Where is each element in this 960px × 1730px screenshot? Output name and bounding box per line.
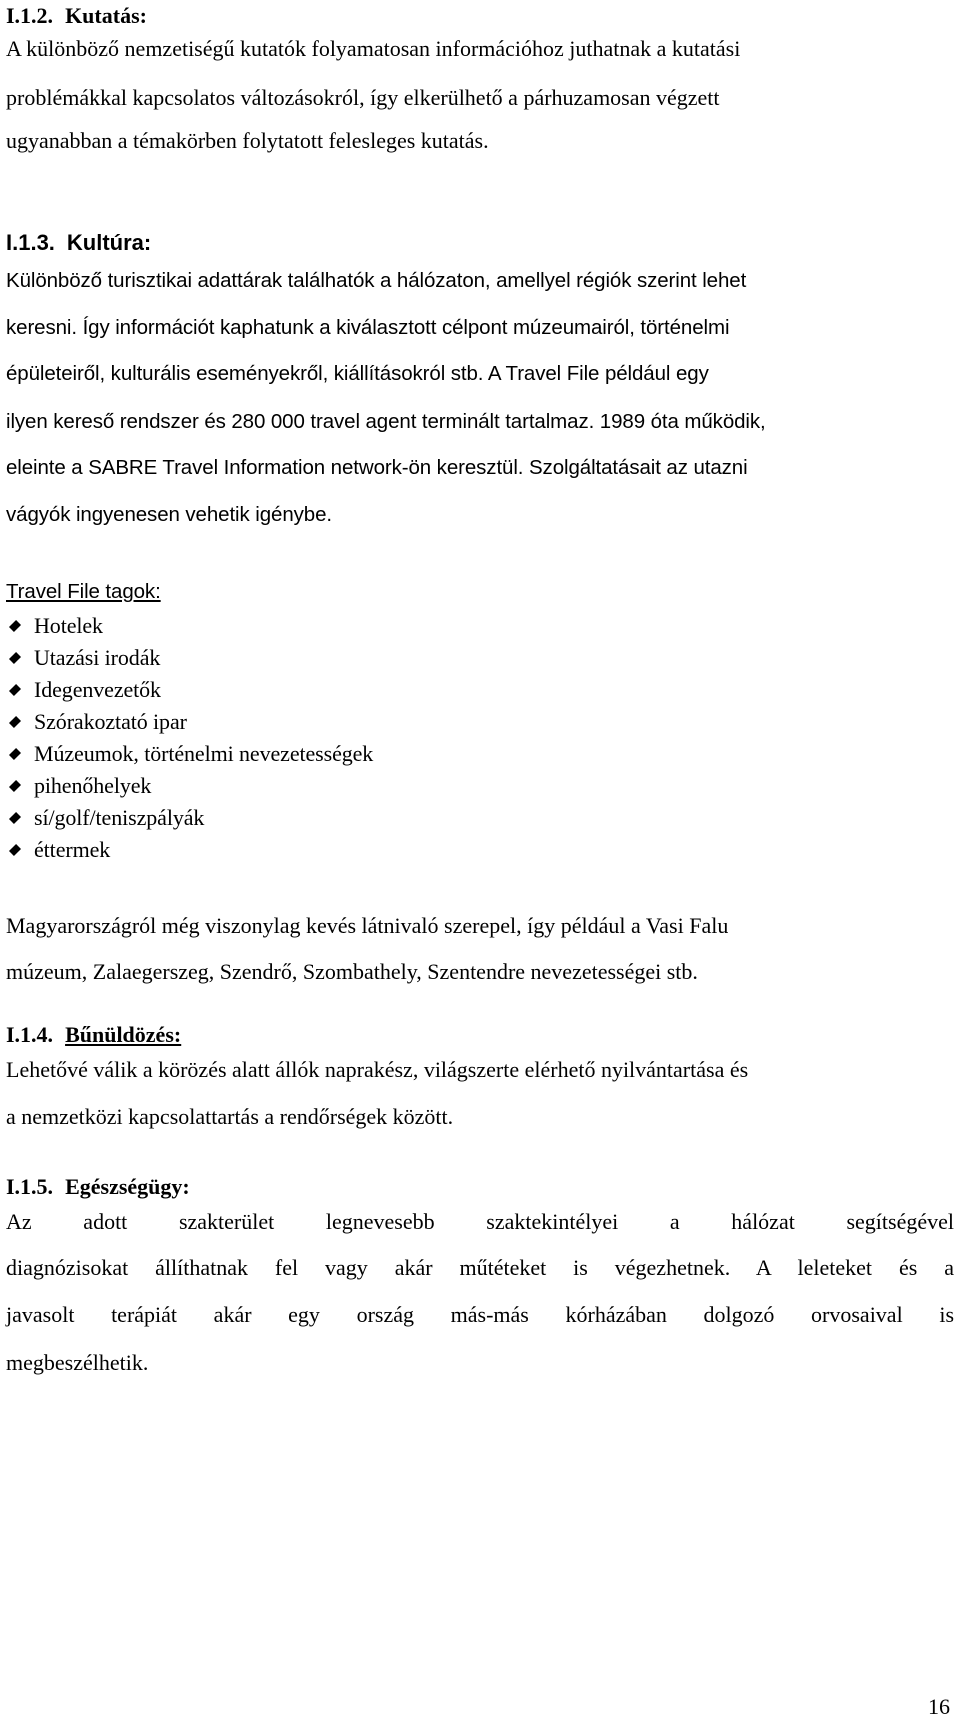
section-heading-1-1-5 bbox=[6, 1174, 190, 1200]
list-item: Hotelek bbox=[6, 613, 906, 639]
list-item: Múzeumok, történelmi nevezetességek bbox=[6, 741, 906, 767]
paragraph-line: ugyanabban a témakörben folytatott felesleges kutatás. bbox=[6, 128, 489, 153]
list-item: Szórakoztató ipar bbox=[6, 709, 906, 735]
diamond-bullet-icon bbox=[9, 652, 21, 664]
page-number: 16 bbox=[928, 1694, 950, 1719]
paragraph-line: vágyók ingyenesen vehetik igénybe. bbox=[6, 503, 332, 526]
section-number: I.1.5. bbox=[6, 1174, 54, 1199]
paragraph-line: problémákkal kapcsolatos változásokról, így elkerülhető a párhuzamosan végzett bbox=[6, 85, 720, 110]
section-heading-1-1-3 bbox=[6, 230, 151, 256]
paragraph-line: eleinte a SABRE Travel Information network-ön keresztül. Szolgáltatásait az utazni bbox=[6, 456, 748, 479]
paragraph-line: megbeszélhetik. bbox=[6, 1350, 149, 1375]
diamond-bullet-icon bbox=[9, 812, 21, 824]
list-item: Utazási irodák bbox=[6, 645, 906, 671]
paragraph-line: diagnózisokat állíthatnak fel vagy akár műtéteket is végezhetnek. A leleteket és a bbox=[6, 1255, 954, 1280]
paragraph-line: ilyen kereső rendszer és 280 000 travel agent terminált tartalmaz. 1989 óta működik, bbox=[6, 410, 766, 433]
list-item: pihenőhelyek bbox=[6, 773, 906, 799]
diamond-bullet-icon bbox=[9, 716, 21, 728]
paragraph-line: épületeiről, kulturális eseményekről, kiállításokról stb. A Travel File például egy bbox=[6, 362, 709, 385]
paragraph-line: keresni. Így információt kaphatunk a kiválasztott célpont múzeumairól, történelmi bbox=[6, 316, 730, 339]
section-number: I.1.2. bbox=[6, 3, 54, 28]
section-number: I.1.4. bbox=[6, 1022, 54, 1047]
diamond-bullet-icon bbox=[9, 780, 21, 792]
diamond-bullet-icon bbox=[9, 684, 21, 696]
list-item: éttermek bbox=[6, 837, 906, 863]
diamond-bullet-icon bbox=[9, 748, 21, 760]
section-heading-1-1-4 bbox=[6, 1022, 181, 1048]
paragraph-line: múzeum, Zalaegerszeg, Szendrő, Szombathely, Szentendre nevezetességei stb. bbox=[6, 959, 698, 984]
section-title: Egészségügy: bbox=[65, 1174, 190, 1199]
list-heading: Travel File tagok: bbox=[6, 580, 161, 603]
paragraph-line: Különböző turisztikai adattárak találhatók a hálózaton, amellyel régiók szerint lehet bbox=[6, 269, 747, 292]
section-heading-1-1-2 bbox=[6, 3, 147, 29]
diamond-bullet-icon bbox=[9, 844, 21, 856]
paragraph-line: javasolt terápiát akár egy ország más-más kórházában dolgozó orvosaival is bbox=[6, 1302, 954, 1327]
section-title: Bűnüldözés: bbox=[65, 1022, 182, 1047]
section-number: I.1.3. bbox=[6, 230, 55, 255]
list-item: sí/golf/teniszpályák bbox=[6, 805, 906, 831]
section-title: Kutatás: bbox=[65, 3, 147, 28]
list-item: Idegenvezetők bbox=[6, 677, 906, 703]
paragraph-line: Magyarországról még viszonylag kevés látnivaló szerepel, így például a Vasi Falu bbox=[6, 913, 729, 938]
diamond-bullet-icon bbox=[9, 620, 21, 632]
paragraph-line: a nemzetközi kapcsolattartás a rendőrségek között. bbox=[6, 1104, 454, 1129]
paragraph-line: Lehetővé válik a körözés alatt állók naprakész, világszerte elérhető nyilvántartása és bbox=[6, 1057, 749, 1082]
paragraph-line: Az adott szakterület legnevesebb szaktekintélyei a hálózat segítségével bbox=[6, 1209, 954, 1234]
section-title: Kultúra: bbox=[66, 230, 152, 255]
paragraph-line: A különböző nemzetiségű kutatók folyamatosan információhoz juthatnak a kutatási bbox=[6, 36, 741, 61]
